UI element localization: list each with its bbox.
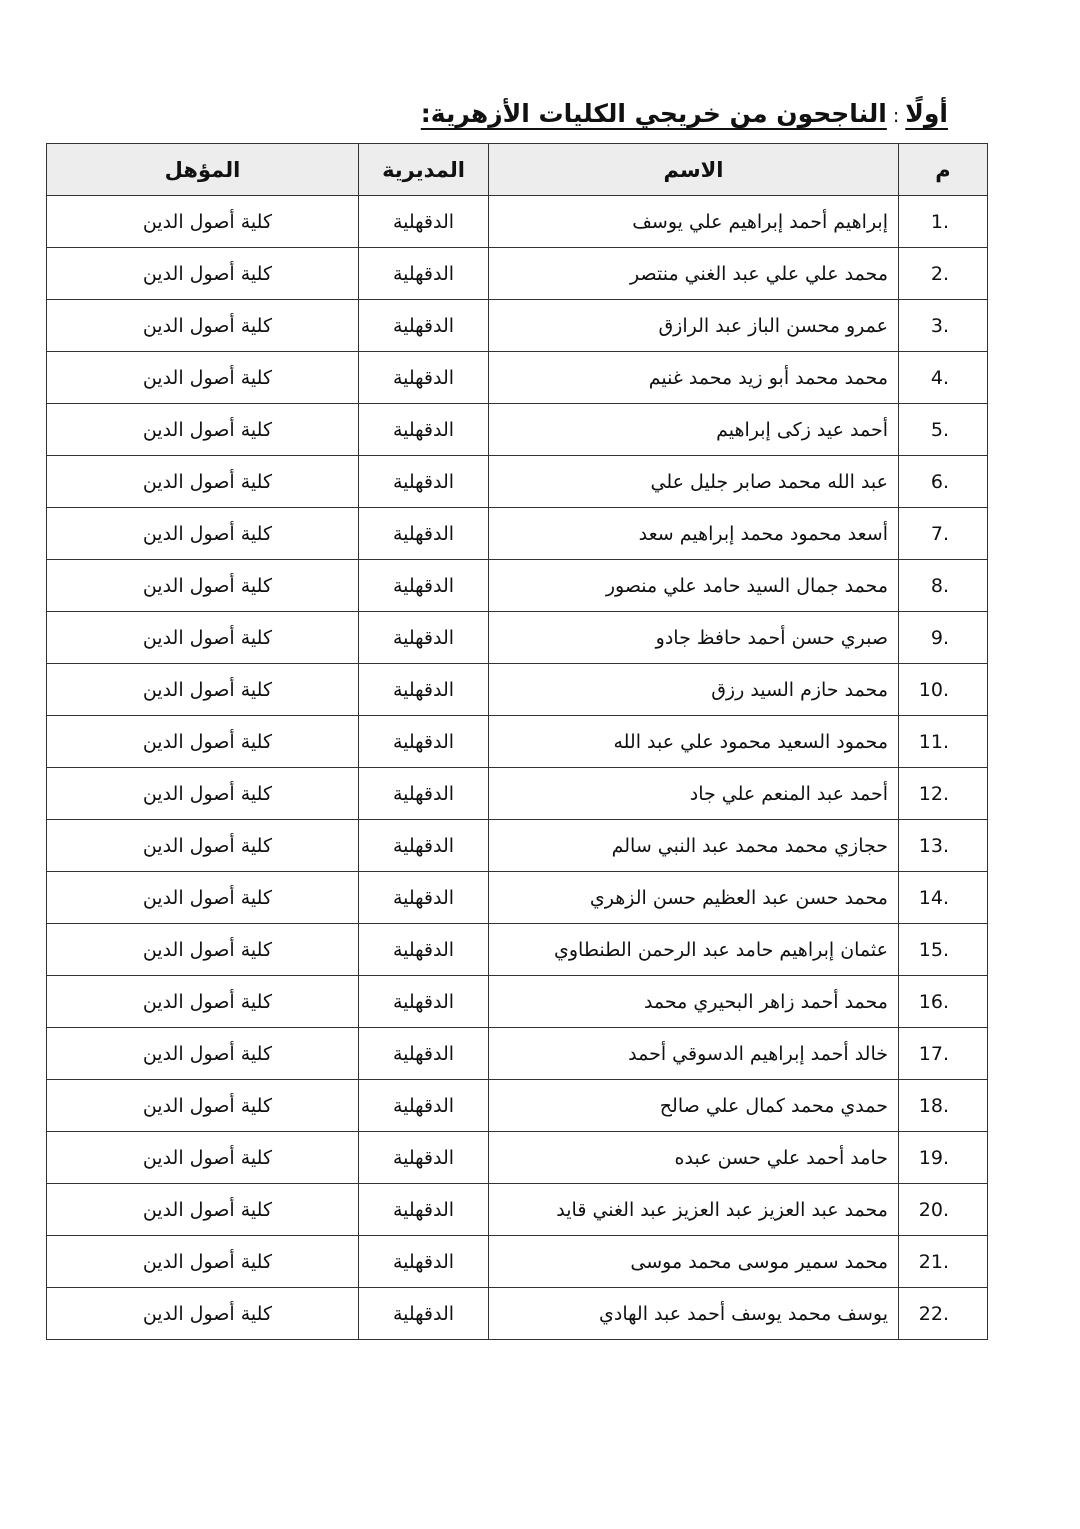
- cell-num: 13.: [899, 820, 988, 872]
- table-header-row: [47, 144, 988, 196]
- page-title: [421, 92, 948, 138]
- cell-num: 9.: [899, 612, 988, 664]
- cell-num: 18.: [899, 1080, 988, 1132]
- cell-name: حمدي محمد كمال علي صالح: [489, 1080, 899, 1132]
- cell-num: 21.: [899, 1236, 988, 1288]
- cell-qualification: كلية أصول الدين: [47, 872, 359, 924]
- table-body: [47, 196, 988, 1340]
- table-row: [47, 612, 988, 664]
- cell-name: محمد جمال السيد حامد علي منصور: [489, 560, 899, 612]
- table-row: [47, 196, 988, 248]
- cell-name: حامد أحمد علي حسن عبده: [489, 1132, 899, 1184]
- cell-num: 17.: [899, 1028, 988, 1080]
- cell-qualification: كلية أصول الدين: [47, 352, 359, 404]
- cell-num: 20.: [899, 1184, 988, 1236]
- table-row: [47, 716, 988, 768]
- table-row: [47, 1080, 988, 1132]
- table-row: [47, 352, 988, 404]
- cell-qualification: كلية أصول الدين: [47, 404, 359, 456]
- cell-name: محمد حسن عبد العظيم حسن الزهري: [489, 872, 899, 924]
- cell-directorate: الدقهلية: [359, 404, 489, 456]
- cell-qualification: كلية أصول الدين: [47, 1080, 359, 1132]
- cell-directorate: الدقهلية: [359, 456, 489, 508]
- cell-qualification: كلية أصول الدين: [47, 1184, 359, 1236]
- cell-num: 12.: [899, 768, 988, 820]
- table-row: [47, 820, 988, 872]
- cell-directorate: الدقهلية: [359, 612, 489, 664]
- cell-directorate: الدقهلية: [359, 716, 489, 768]
- cell-name: يوسف محمد يوسف أحمد عبد الهادي: [489, 1288, 899, 1340]
- cell-directorate: الدقهلية: [359, 300, 489, 352]
- cell-directorate: الدقهلية: [359, 768, 489, 820]
- cell-qualification: كلية أصول الدين: [47, 976, 359, 1028]
- table-row: [47, 872, 988, 924]
- results-table: [46, 143, 988, 1340]
- cell-num: 5.: [899, 404, 988, 456]
- cell-num: 14.: [899, 872, 988, 924]
- cell-directorate: الدقهلية: [359, 508, 489, 560]
- cell-num: 1.: [899, 196, 988, 248]
- cell-qualification: كلية أصول الدين: [47, 560, 359, 612]
- cell-directorate: الدقهلية: [359, 664, 489, 716]
- cell-name: محمود السعيد محمود علي عبد الله: [489, 716, 899, 768]
- header-directorate: المديرية: [359, 144, 489, 196]
- cell-qualification: كلية أصول الدين: [47, 456, 359, 508]
- cell-directorate: الدقهلية: [359, 872, 489, 924]
- table-row: [47, 404, 988, 456]
- cell-directorate: الدقهلية: [359, 1080, 489, 1132]
- cell-directorate: الدقهلية: [359, 1288, 489, 1340]
- cell-num: 4.: [899, 352, 988, 404]
- cell-qualification: كلية أصول الدين: [47, 508, 359, 560]
- cell-qualification: كلية أصول الدين: [47, 196, 359, 248]
- cell-qualification: كلية أصول الدين: [47, 664, 359, 716]
- cell-name: أحمد عيد زكى إبراهيم: [489, 404, 899, 456]
- table-row: [47, 1132, 988, 1184]
- cell-qualification: كلية أصول الدين: [47, 1028, 359, 1080]
- cell-num: 19.: [899, 1132, 988, 1184]
- table-row: [47, 768, 988, 820]
- cell-num: 16.: [899, 976, 988, 1028]
- cell-num: 15.: [899, 924, 988, 976]
- cell-qualification: كلية أصول الدين: [47, 820, 359, 872]
- cell-num: 11.: [899, 716, 988, 768]
- cell-directorate: الدقهلية: [359, 352, 489, 404]
- cell-name: أحمد عبد المنعم علي جاد: [489, 768, 899, 820]
- table-row: [47, 508, 988, 560]
- cell-qualification: كلية أصول الدين: [47, 248, 359, 300]
- cell-directorate: الدقهلية: [359, 820, 489, 872]
- cell-num: 10.: [899, 664, 988, 716]
- cell-directorate: الدقهلية: [359, 248, 489, 300]
- cell-qualification: كلية أصول الدين: [47, 768, 359, 820]
- cell-name: محمد حازم السيد رزق: [489, 664, 899, 716]
- cell-name: أسعد محمود محمد إبراهيم سعد: [489, 508, 899, 560]
- cell-name: خالد أحمد إبراهيم الدسوقي أحمد: [489, 1028, 899, 1080]
- table-row: [47, 924, 988, 976]
- cell-num: 6.: [899, 456, 988, 508]
- cell-num: 22.: [899, 1288, 988, 1340]
- cell-directorate: الدقهلية: [359, 196, 489, 248]
- title-lead: أولًا: [905, 99, 948, 128]
- table-row: [47, 1288, 988, 1340]
- cell-directorate: الدقهلية: [359, 1132, 489, 1184]
- cell-qualification: كلية أصول الدين: [47, 300, 359, 352]
- title-separator: :: [892, 105, 900, 127]
- cell-num: 2.: [899, 248, 988, 300]
- cell-name: محمد أحمد زاهر البحيري محمد: [489, 976, 899, 1028]
- table-row: [47, 1236, 988, 1288]
- cell-name: عبد الله محمد صابر جليل علي: [489, 456, 899, 508]
- cell-num: 8.: [899, 560, 988, 612]
- table-row: [47, 300, 988, 352]
- table-row: [47, 248, 988, 300]
- header-qualification: المؤهل: [47, 144, 359, 196]
- cell-directorate: الدقهلية: [359, 976, 489, 1028]
- header-num: م: [899, 144, 988, 196]
- cell-name: محمد محمد أبو زيد محمد غنيم: [489, 352, 899, 404]
- table-row: [47, 560, 988, 612]
- cell-qualification: كلية أصول الدين: [47, 924, 359, 976]
- table-row: [47, 456, 988, 508]
- cell-name: عمرو محسن الباز عبد الرازق: [489, 300, 899, 352]
- cell-directorate: الدقهلية: [359, 560, 489, 612]
- cell-name: حجازي محمد محمد عبد النبي سالم: [489, 820, 899, 872]
- cell-qualification: كلية أصول الدين: [47, 716, 359, 768]
- cell-directorate: الدقهلية: [359, 1184, 489, 1236]
- cell-num: 7.: [899, 508, 988, 560]
- header-name: الاسم: [489, 144, 899, 196]
- cell-name: إبراهيم أحمد إبراهيم علي يوسف: [489, 196, 899, 248]
- cell-name: محمد سمير موسى محمد موسى: [489, 1236, 899, 1288]
- cell-qualification: كلية أصول الدين: [47, 1288, 359, 1340]
- cell-directorate: الدقهلية: [359, 924, 489, 976]
- cell-qualification: كلية أصول الدين: [47, 1132, 359, 1184]
- cell-qualification: كلية أصول الدين: [47, 612, 359, 664]
- cell-directorate: الدقهلية: [359, 1028, 489, 1080]
- table-row: [47, 976, 988, 1028]
- cell-name: محمد علي علي عبد الغني منتصر: [489, 248, 899, 300]
- cell-name: صبري حسن أحمد حافظ جادو: [489, 612, 899, 664]
- cell-name: محمد عبد العزيز عبد العزيز عبد الغني قايد: [489, 1184, 899, 1236]
- cell-name: عثمان إبراهيم حامد عبد الرحمن الطنطاوي: [489, 924, 899, 976]
- table-row: [47, 1028, 988, 1080]
- cell-qualification: كلية أصول الدين: [47, 1236, 359, 1288]
- cell-directorate: الدقهلية: [359, 1236, 489, 1288]
- cell-num: 3.: [899, 300, 988, 352]
- title-text: الناجحون من خريجي الكليات الأزهرية:: [420, 99, 887, 128]
- table-row: [47, 1184, 988, 1236]
- table-row: [47, 664, 988, 716]
